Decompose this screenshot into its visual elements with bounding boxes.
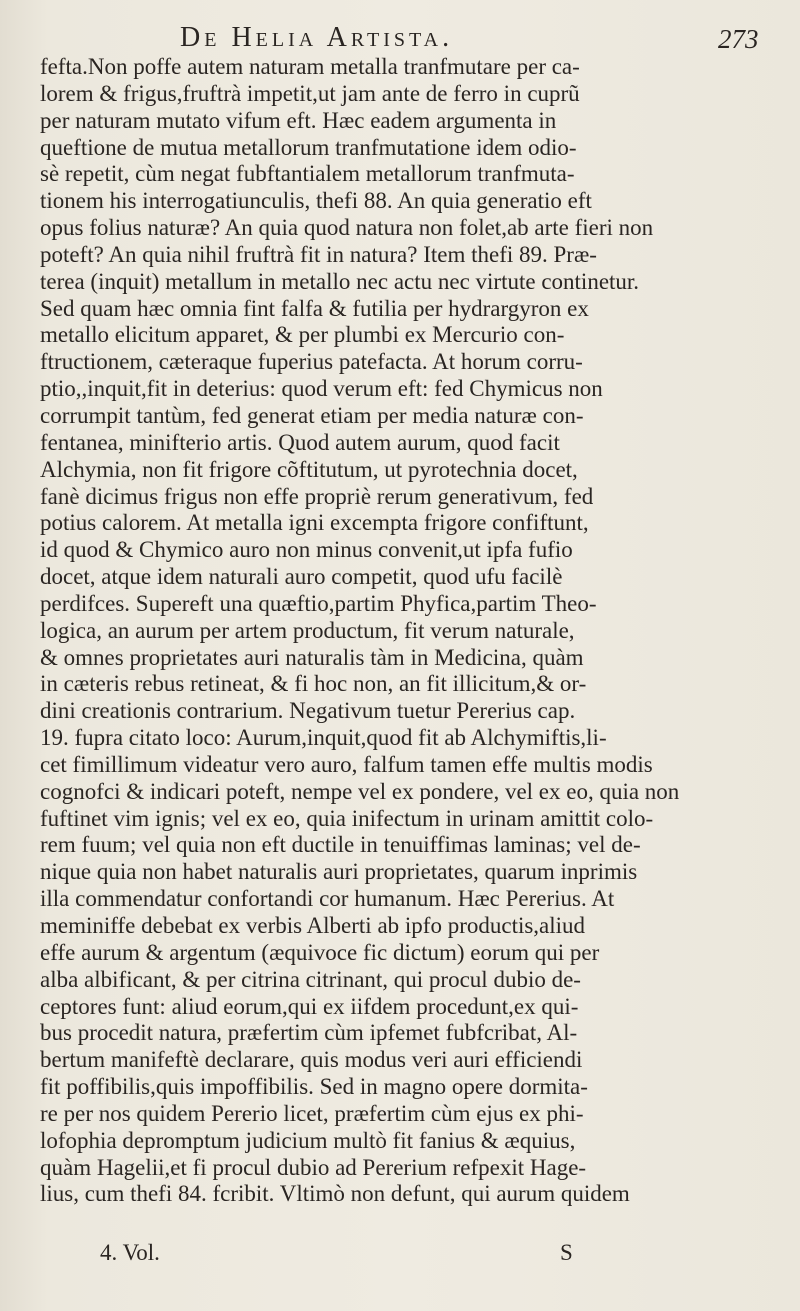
text-line: effe aurum & argentum (æquivoce fic dictum) eorum qui per xyxy=(40,939,600,965)
text-line: poteft? An quia nihil fruftrà fit in natura? Item thefi 89. Præ- xyxy=(40,241,597,267)
text-line: fanè dicimus frigus non effe propriè rerum generativum, fed xyxy=(40,483,594,509)
text-line: opus folius naturæ? An quia quod natura non folet,ab arte fieri non xyxy=(40,215,654,241)
text-line: id quod & Chymico auro non minus convenit,ut ipfa fufio xyxy=(40,537,573,563)
text-line: cognofci & indicari poteft, nempe vel ex pondere, vel ex eo, quia non xyxy=(40,778,680,804)
text-line: lofophia depromptum judicium multò fit fanius & æquius, xyxy=(40,1127,576,1153)
text-line: perdifces. Supereft una quæftio,partim Phyfica,partim Theo- xyxy=(40,590,597,616)
text-line: metallo elicitum apparet, & per plumbi ex Mercurio con- xyxy=(40,322,565,348)
text-line: bus procedit natura, præfertim cùm ipfemet fubfcribat, Al- xyxy=(40,1020,578,1046)
text-line: ftructionem, cæteraque fuperius patefacta. At horum corru- xyxy=(40,349,583,375)
text-line: tionem his interrogatiunculis, thefi 88. An quia generatio eft xyxy=(40,188,592,214)
text-line: alba albificant, & per citrina citrinant, qui procul dubio de- xyxy=(40,966,581,992)
body-text xyxy=(40,54,770,1208)
text-line: fefta.Non poffe autem naturam metalla tranfmutare per ca- xyxy=(40,54,580,79)
text-line: lius, cum thefi 84. fcribit. Vltimò non defunt, qui aurum quidem xyxy=(40,1181,630,1207)
text-line: dini creationis contrarium. Negativum tuetur Pererius cap. xyxy=(40,698,576,724)
text-line: bertum manifeftè declarare, quis modus veri auri efficiendi xyxy=(40,1047,583,1073)
text-line: fentanea, minifterio artis. Quod autem aurum, quod facit xyxy=(40,429,560,455)
text-line: ptio,,inquit,fit in deterius: quod verum eft: fed Chymicus non xyxy=(40,376,603,402)
text-line: queftione de mutua metallorum tranfmutatione idem odio- xyxy=(40,134,577,160)
text-line: fit poffibilis,quis impoffibilis. Sed in magno opere dormita- xyxy=(40,1074,588,1100)
text-line: terea (inquit) metallum in metallo nec actu nec virtute continetur. xyxy=(40,268,640,294)
text-line: lorem & frigus,fruftrà impetit,ut jam ante de ferro in cuprũ xyxy=(40,80,580,106)
text-line: logica, an aurum per artem productum, fit verum naturale, xyxy=(40,617,575,643)
text-line: sè repetit, cùm negat fubftantialem metallorum tranfmuta- xyxy=(40,161,575,187)
text-line: rem fuum; vel quia non eft ductile in tenuiffimas laminas; vel de- xyxy=(40,832,641,858)
text-line: re per nos quidem Pererio licet, præfertim cùm ejus ex phi- xyxy=(40,1100,584,1126)
text-line: ceptores funt: aliud eorum,qui ex iifdem procedunt,ex qui- xyxy=(40,993,579,1019)
text-line: illa commendatur confortandi cor humanum. Hæc Pererius. At xyxy=(40,886,615,912)
page-footer xyxy=(0,1240,800,1280)
text-line: fuftinet vim ignis; vel ex eo, quia inifectum in urinam amittit colo- xyxy=(40,805,654,831)
running-title: De Helia Artista. xyxy=(180,22,454,53)
text-line: docet, atque idem naturali auro competit, quod ufu facilè xyxy=(40,564,563,590)
text-line: & omnes proprietates auri naturalis tàm in Medicina, quàm xyxy=(40,644,584,670)
text-line: corrumpit tantùm, fed generat etiam per media naturæ con- xyxy=(40,402,584,428)
volume-catchword: 4. Vol. xyxy=(100,1240,160,1265)
signature-mark: S xyxy=(560,1240,573,1265)
text-line: per naturam mutato vifum eft. Hæc eadem argumenta in xyxy=(40,107,557,133)
text-line: quàm Hagelii,et fi procul dubio ad Pererium refpexit Hage- xyxy=(40,1154,587,1180)
page-header xyxy=(0,14,800,54)
text-line: nique quia non habet naturalis auri proprietates, quarum inprimis xyxy=(40,859,638,885)
page-number: 273 xyxy=(718,24,759,54)
text-line: meminiffe debebat ex verbis Alberti ab ipfo productis,aliud xyxy=(40,913,586,938)
text-line: Sed quam hæc omnia fint falfa & futilia per hydrargyron ex xyxy=(40,295,589,321)
text-line: in cæteris rebus retineat, & fi hoc non, an fit illicitum,& or- xyxy=(40,671,587,697)
text-line: potius calorem. At metalla igni excempta frigore confiftunt, xyxy=(40,510,589,536)
text-line: 19. fupra citato loco: Aurum,inquit,quod fit ab Alchymiftis,li- xyxy=(40,725,607,751)
text-line: Alchymia, non fit frigore cõftitutum, ut pyrotechnia docet, xyxy=(40,456,578,482)
text-line: cet fimillimum videatur vero auro, falfum tamen effe multis modis xyxy=(40,751,653,777)
